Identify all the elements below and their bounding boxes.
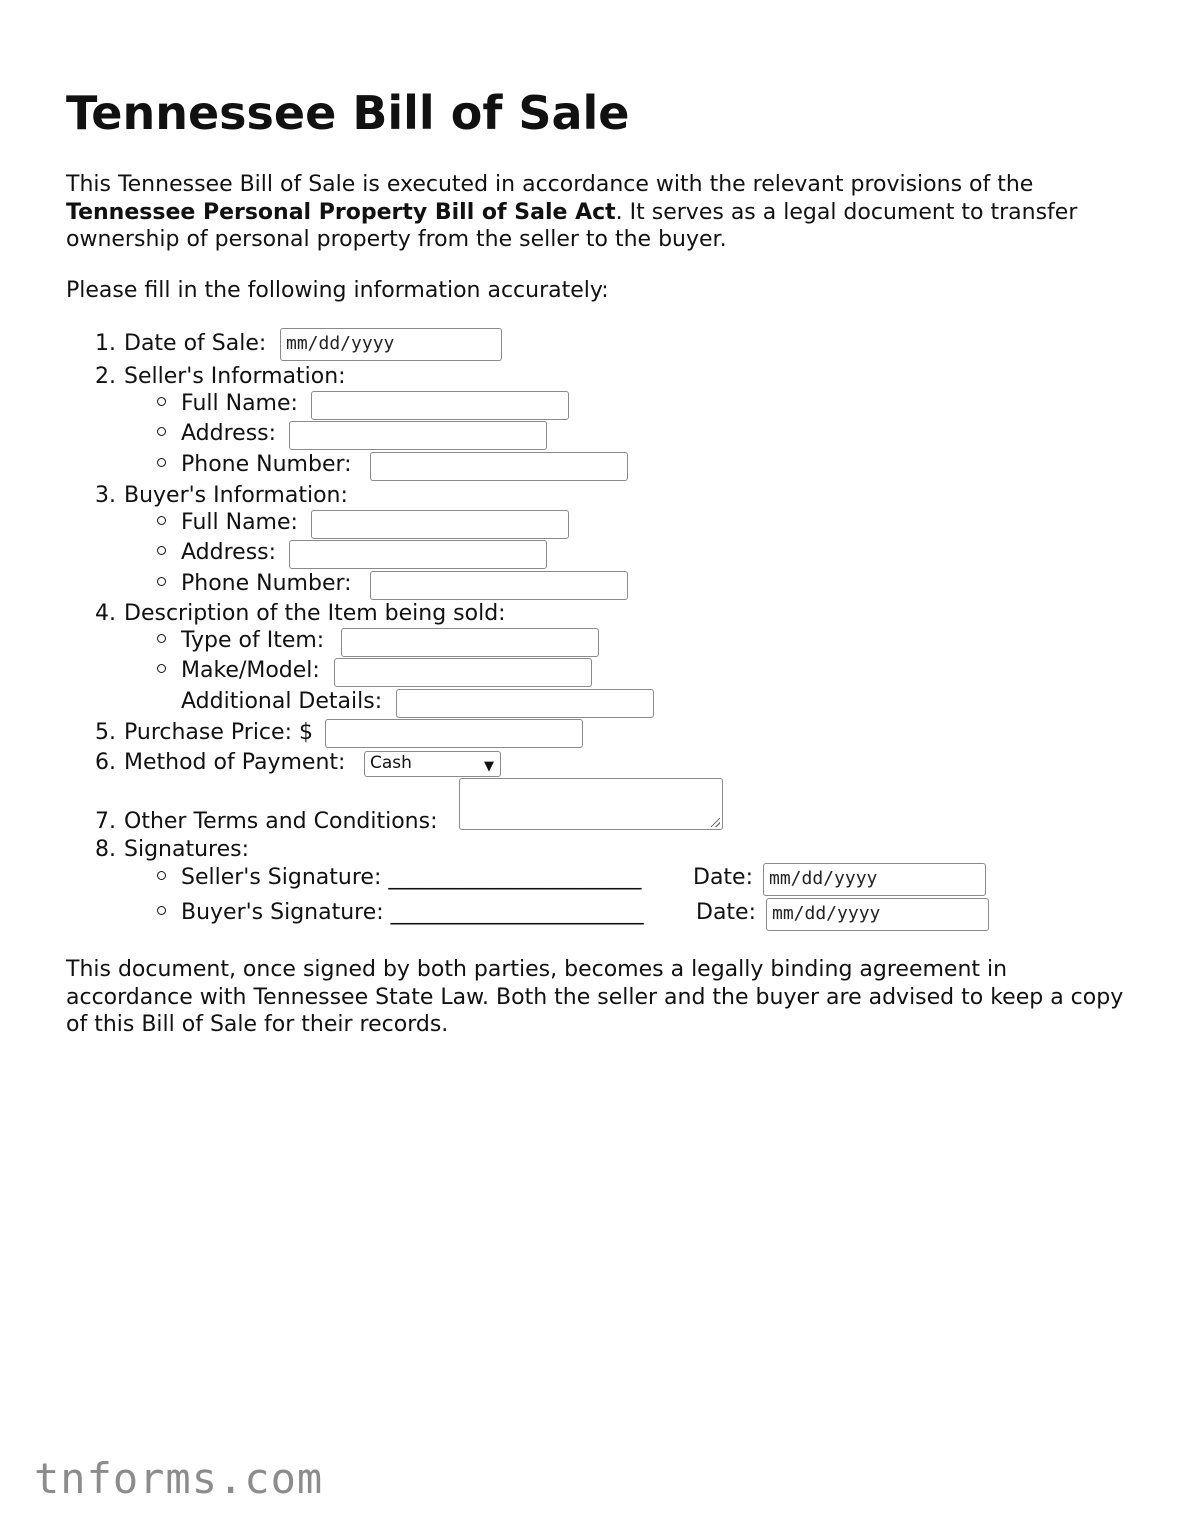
page-title: Tennessee Bill of Sale <box>66 86 630 140</box>
bullet-icon <box>157 664 166 673</box>
description-label: Description of the Item being sold: <box>124 601 506 626</box>
buyer-info-label: Buyer's Information: <box>124 483 348 508</box>
intro-paragraph <box>66 171 1126 254</box>
seller-info-label: Seller's Information: <box>124 364 346 389</box>
bullet-icon <box>157 577 166 586</box>
buyer-date-label: Date: <box>696 900 756 925</box>
act-name: Tennessee Personal Property Bill of Sale Act <box>66 199 616 225</box>
site-watermark: tnforms.com <box>34 1454 324 1503</box>
buyer-signature-date-input[interactable]: mm/dd/yyyy <box>766 898 989 931</box>
date-of-sale-label: Date of Sale: <box>124 331 267 356</box>
payment-method-selected: Cash <box>370 753 412 773</box>
seller-signature-line: Seller's Signature: _______________________ <box>181 865 642 890</box>
seller-address-label: Address: <box>181 421 277 446</box>
bullet-icon <box>157 906 166 915</box>
bullet-icon <box>157 516 166 525</box>
item-type-input[interactable] <box>341 628 599 657</box>
bullet-icon <box>157 634 166 643</box>
item-number: 1. <box>95 331 116 356</box>
item-payment-method <box>95 749 345 776</box>
item-number: 5. <box>95 720 116 745</box>
item-number: 7. <box>95 809 116 834</box>
item-purchase-price <box>95 719 313 746</box>
seller-full-name-label: Full Name: <box>181 391 298 416</box>
bullet-icon <box>157 871 166 880</box>
terms-textarea[interactable] <box>459 778 723 830</box>
additional-details-label: Additional Details: <box>181 689 383 714</box>
item-number: 4. <box>95 601 116 626</box>
buyer-phone-label: Phone Number: <box>181 571 352 596</box>
make-model-input[interactable] <box>334 658 592 687</box>
additional-details-input[interactable] <box>396 689 654 718</box>
seller-signature-date-input[interactable]: mm/dd/yyyy <box>763 863 986 896</box>
fill-instructions: Please fill in the following information accurately: <box>66 278 609 303</box>
item-number: 6. <box>95 750 116 775</box>
item-number: 2. <box>95 364 116 389</box>
seller-phone-label: Phone Number: <box>181 452 352 477</box>
terms-label: Other Terms and Conditions: <box>124 809 438 834</box>
item-number: 3. <box>95 483 116 508</box>
buyer-phone-input[interactable] <box>370 571 628 600</box>
bullet-icon <box>157 427 166 436</box>
bullet-icon <box>157 458 166 467</box>
seller-phone-input[interactable] <box>370 452 628 481</box>
seller-address-input[interactable] <box>289 421 547 450</box>
chevron-down-icon: ▼ <box>484 759 494 774</box>
bullet-icon <box>157 397 166 406</box>
item-seller-info <box>95 363 346 390</box>
make-model-label: Make/Model: <box>181 658 320 683</box>
item-buyer-info <box>95 482 348 509</box>
payment-method-label: Method of Payment: <box>124 750 346 775</box>
buyer-full-name-label: Full Name: <box>181 510 298 535</box>
item-date-of-sale <box>95 330 266 357</box>
closing-paragraph: This document, once signed by both parties, becomes a legally binding agreement in accordance with Tennessee State Law. Both the seller and the buyer are advised to keep a copy of this Bill of Sale for their records. <box>66 957 1124 1037</box>
item-type-label: Type of Item: <box>181 628 325 653</box>
seller-date-label: Date: <box>693 865 753 890</box>
buyer-signature-line: Buyer's Signature: _______________________ <box>181 900 644 925</box>
buyer-full-name-input[interactable] <box>311 510 569 539</box>
signatures-label: Signatures: <box>124 837 250 862</box>
date-of-sale-input[interactable]: mm/dd/yyyy <box>280 328 502 361</box>
bullet-icon <box>157 546 166 555</box>
intro-text-after: . It serves as a legal document to transfer ownership of personal property from the seller to the buyer. <box>66 199 1078 252</box>
item-description <box>95 600 506 627</box>
item-signatures <box>95 836 249 863</box>
purchase-price-label: Purchase Price: $ <box>124 720 313 745</box>
buyer-address-label: Address: <box>181 540 277 565</box>
buyer-address-input[interactable] <box>289 540 547 569</box>
seller-full-name-input[interactable] <box>311 391 569 420</box>
item-terms <box>95 808 437 835</box>
item-number: 8. <box>95 837 116 862</box>
intro-text-before: This Tennessee Bill of Sale is executed in accordance with the relevant provisions of the <box>66 172 1034 197</box>
resize-grip-icon[interactable] <box>711 818 720 827</box>
payment-method-select[interactable] <box>364 751 501 777</box>
purchase-price-input[interactable] <box>325 719 583 748</box>
